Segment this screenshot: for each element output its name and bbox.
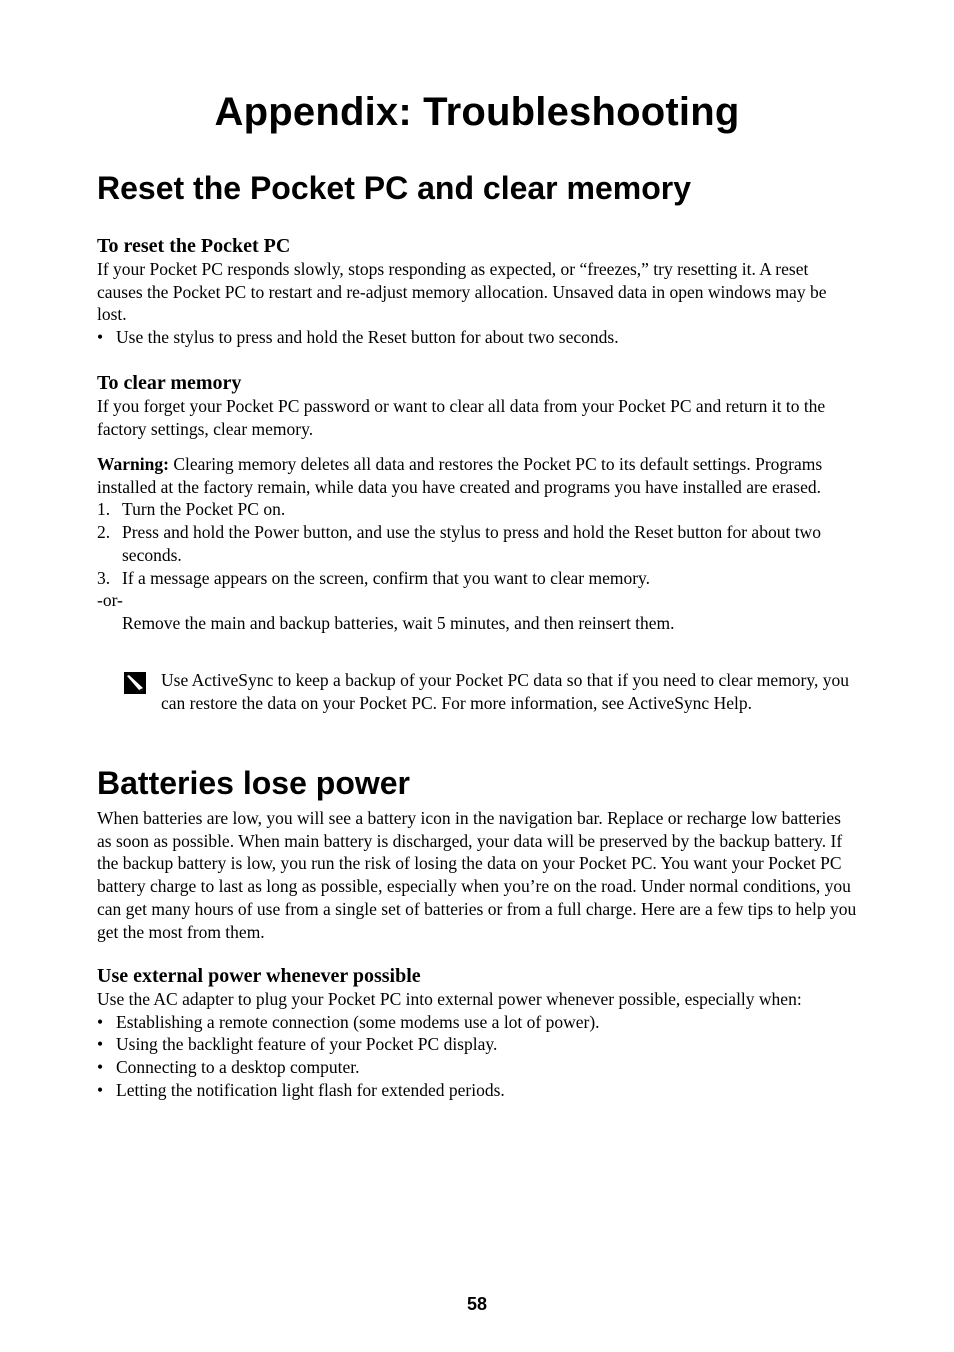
list-item — [97, 567, 857, 590]
step-text: Press and hold the Power button, and use the stylus to press and hold the Reset button for about two seconds. — [122, 522, 821, 565]
external-power-bullets — [97, 1011, 857, 1102]
external-power-subsection — [97, 964, 857, 1102]
subheading-external-power: Use external power whenever possible — [97, 965, 421, 987]
list-item: • Establishing a remote connection (some modems use a lot of power). — [97, 1011, 857, 1034]
batteries-body: When batteries are low, you will see a battery icon in the navigation bar. Replace or recharge low batteries as soon as possible. When main battery is discharged, your data will be preserved by the backup battery. If the backup battery is low, you run the risk of losing the data on your Pocket PC. You want your Pocket PC battery charge to last as long as possible, especially when you’re on the road. Under normal conditions, you can get many hours of use from a single set of batteries or from a full charge. Here are a few tips to help you get the most from them. — [97, 808, 857, 942]
list-item: • Connecting to a desktop computer. — [97, 1056, 857, 1079]
step-text: If a message appears on the screen, confirm that you want to clear memory. — [122, 567, 651, 588]
clear-body: If you forget your Pocket PC password or want to clear all data from your Pocket PC and return it to the factory settings, clear memory. — [97, 396, 826, 439]
warning-text: Clearing memory deletes all data and restores the Pocket PC to its default settings. Programs installed at the factory remain, while data you have created and programs you have installed are erased. — [97, 454, 823, 497]
warning-paragraph — [97, 453, 857, 498]
alternative-step: Remove the main and backup batteries, wait 5 minutes, and then reinsert them. — [122, 612, 675, 633]
page-number: 58 — [466, 1294, 488, 1314]
note-block — [124, 669, 857, 714]
reset-body: If your Pocket PC responds slowly, stops responding as expected, or “freezes,” try resetting it. A reset causes the Pocket PC to restart and re-adjust memory allocation. Unsaved data in open windows may be lost. — [97, 259, 827, 325]
list-item: • Use the stylus to press and hold the Reset button for about two seconds. — [97, 326, 857, 349]
step-text: Turn the Pocket PC on. — [122, 499, 286, 520]
page-title: Appendix: Troubleshooting — [214, 90, 740, 134]
clear-steps — [97, 498, 857, 589]
section-heading-batteries: Batteries lose power — [97, 765, 410, 801]
clear-subsection — [97, 371, 857, 440]
reset-bullets — [97, 326, 857, 349]
step-number: 2. — [97, 522, 111, 543]
or-text: -or- — [97, 590, 123, 611]
external-power-body: Use the AC adapter to plug your Pocket PC into external power whenever possible, especially when: — [97, 989, 802, 1009]
list-item — [97, 498, 857, 521]
batteries-block — [97, 807, 857, 943]
list-item — [97, 521, 857, 566]
reset-subsection — [97, 234, 857, 349]
subheading-clear: To clear memory — [97, 372, 242, 394]
list-item: • Using the backlight feature of your Pocket PC display. — [97, 1033, 857, 1056]
step-number: 1. — [97, 499, 111, 520]
warning-label: Warning: — [97, 454, 169, 474]
subheading-reset: To reset the Pocket PC — [97, 235, 291, 257]
warning-block — [97, 453, 857, 635]
step-number: 3. — [97, 567, 111, 588]
section-heading-reset: Reset the Pocket PC and clear memory — [97, 170, 692, 206]
note-pencil-icon — [124, 672, 146, 694]
note-text: Use ActiveSync to keep a backup of your Pocket PC data so that if you need to clear memory, you can restore the data on your Pocket PC. For more information, see ActiveSync Help. — [161, 670, 849, 713]
list-item: • Letting the notification light flash for extended periods. — [97, 1079, 857, 1102]
